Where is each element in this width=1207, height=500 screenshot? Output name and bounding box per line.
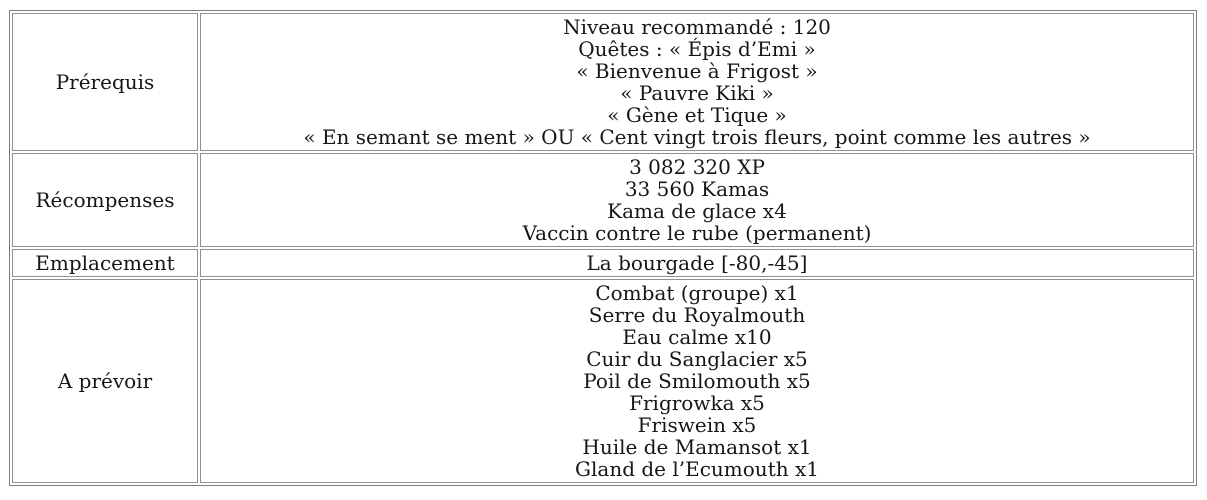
- content-line: Quêtes : « Épis d’Emi »: [578, 37, 816, 61]
- row-label-cell: Emplacement: [12, 249, 198, 277]
- quest-info-table: [9, 10, 1197, 486]
- content-line: Poil de Smilomouth x5: [583, 369, 811, 393]
- content-line: « Pauvre Kiki »: [620, 81, 774, 105]
- quest-info-table-body: [12, 13, 1194, 483]
- content-line: Serre du Royalmouth: [588, 303, 806, 327]
- content-line: Niveau recommandé : 120: [563, 15, 831, 39]
- content-line: Gland de l’Ecumouth x1: [575, 457, 819, 481]
- content-line: Cuir du Sanglacier x5: [586, 347, 808, 371]
- content-line: Combat (groupe) x1: [595, 281, 799, 305]
- content-line: « Bienvenue à Frigost »: [576, 59, 818, 83]
- table-row: [12, 249, 1194, 277]
- row-content-cell: [200, 279, 1194, 483]
- content-line: 3 082 320 XP: [629, 155, 765, 179]
- content-line: Huile de Mamansot x1: [582, 435, 812, 459]
- content-line: Kama de glace x4: [607, 199, 787, 223]
- content-line: Frigrowka x5: [629, 391, 765, 415]
- content-line: Eau calme x10: [622, 325, 772, 349]
- content-line: « En semant se ment » OU « Cent vingt trois fleurs, point comme les autres »: [303, 125, 1091, 149]
- row-label-cell: Prérequis: [12, 13, 198, 151]
- content-line: 33 560 Kamas: [624, 177, 770, 201]
- table-row: [12, 279, 1194, 483]
- row-content-cell: [200, 13, 1194, 151]
- table-row: [12, 153, 1194, 247]
- row-content-cell: [200, 153, 1194, 247]
- content-line: « Gène et Tique »: [607, 103, 787, 127]
- content-line: Friswein x5: [637, 413, 757, 437]
- row-content-cell: [200, 249, 1194, 277]
- row-label-cell: A prévoir: [12, 279, 198, 483]
- content-line: La bourgade [-80,-45]: [586, 251, 808, 275]
- content-line: Vaccin contre le rube (permanent): [522, 221, 872, 245]
- row-label-cell: Récompenses: [12, 153, 198, 247]
- table-row: [12, 13, 1194, 151]
